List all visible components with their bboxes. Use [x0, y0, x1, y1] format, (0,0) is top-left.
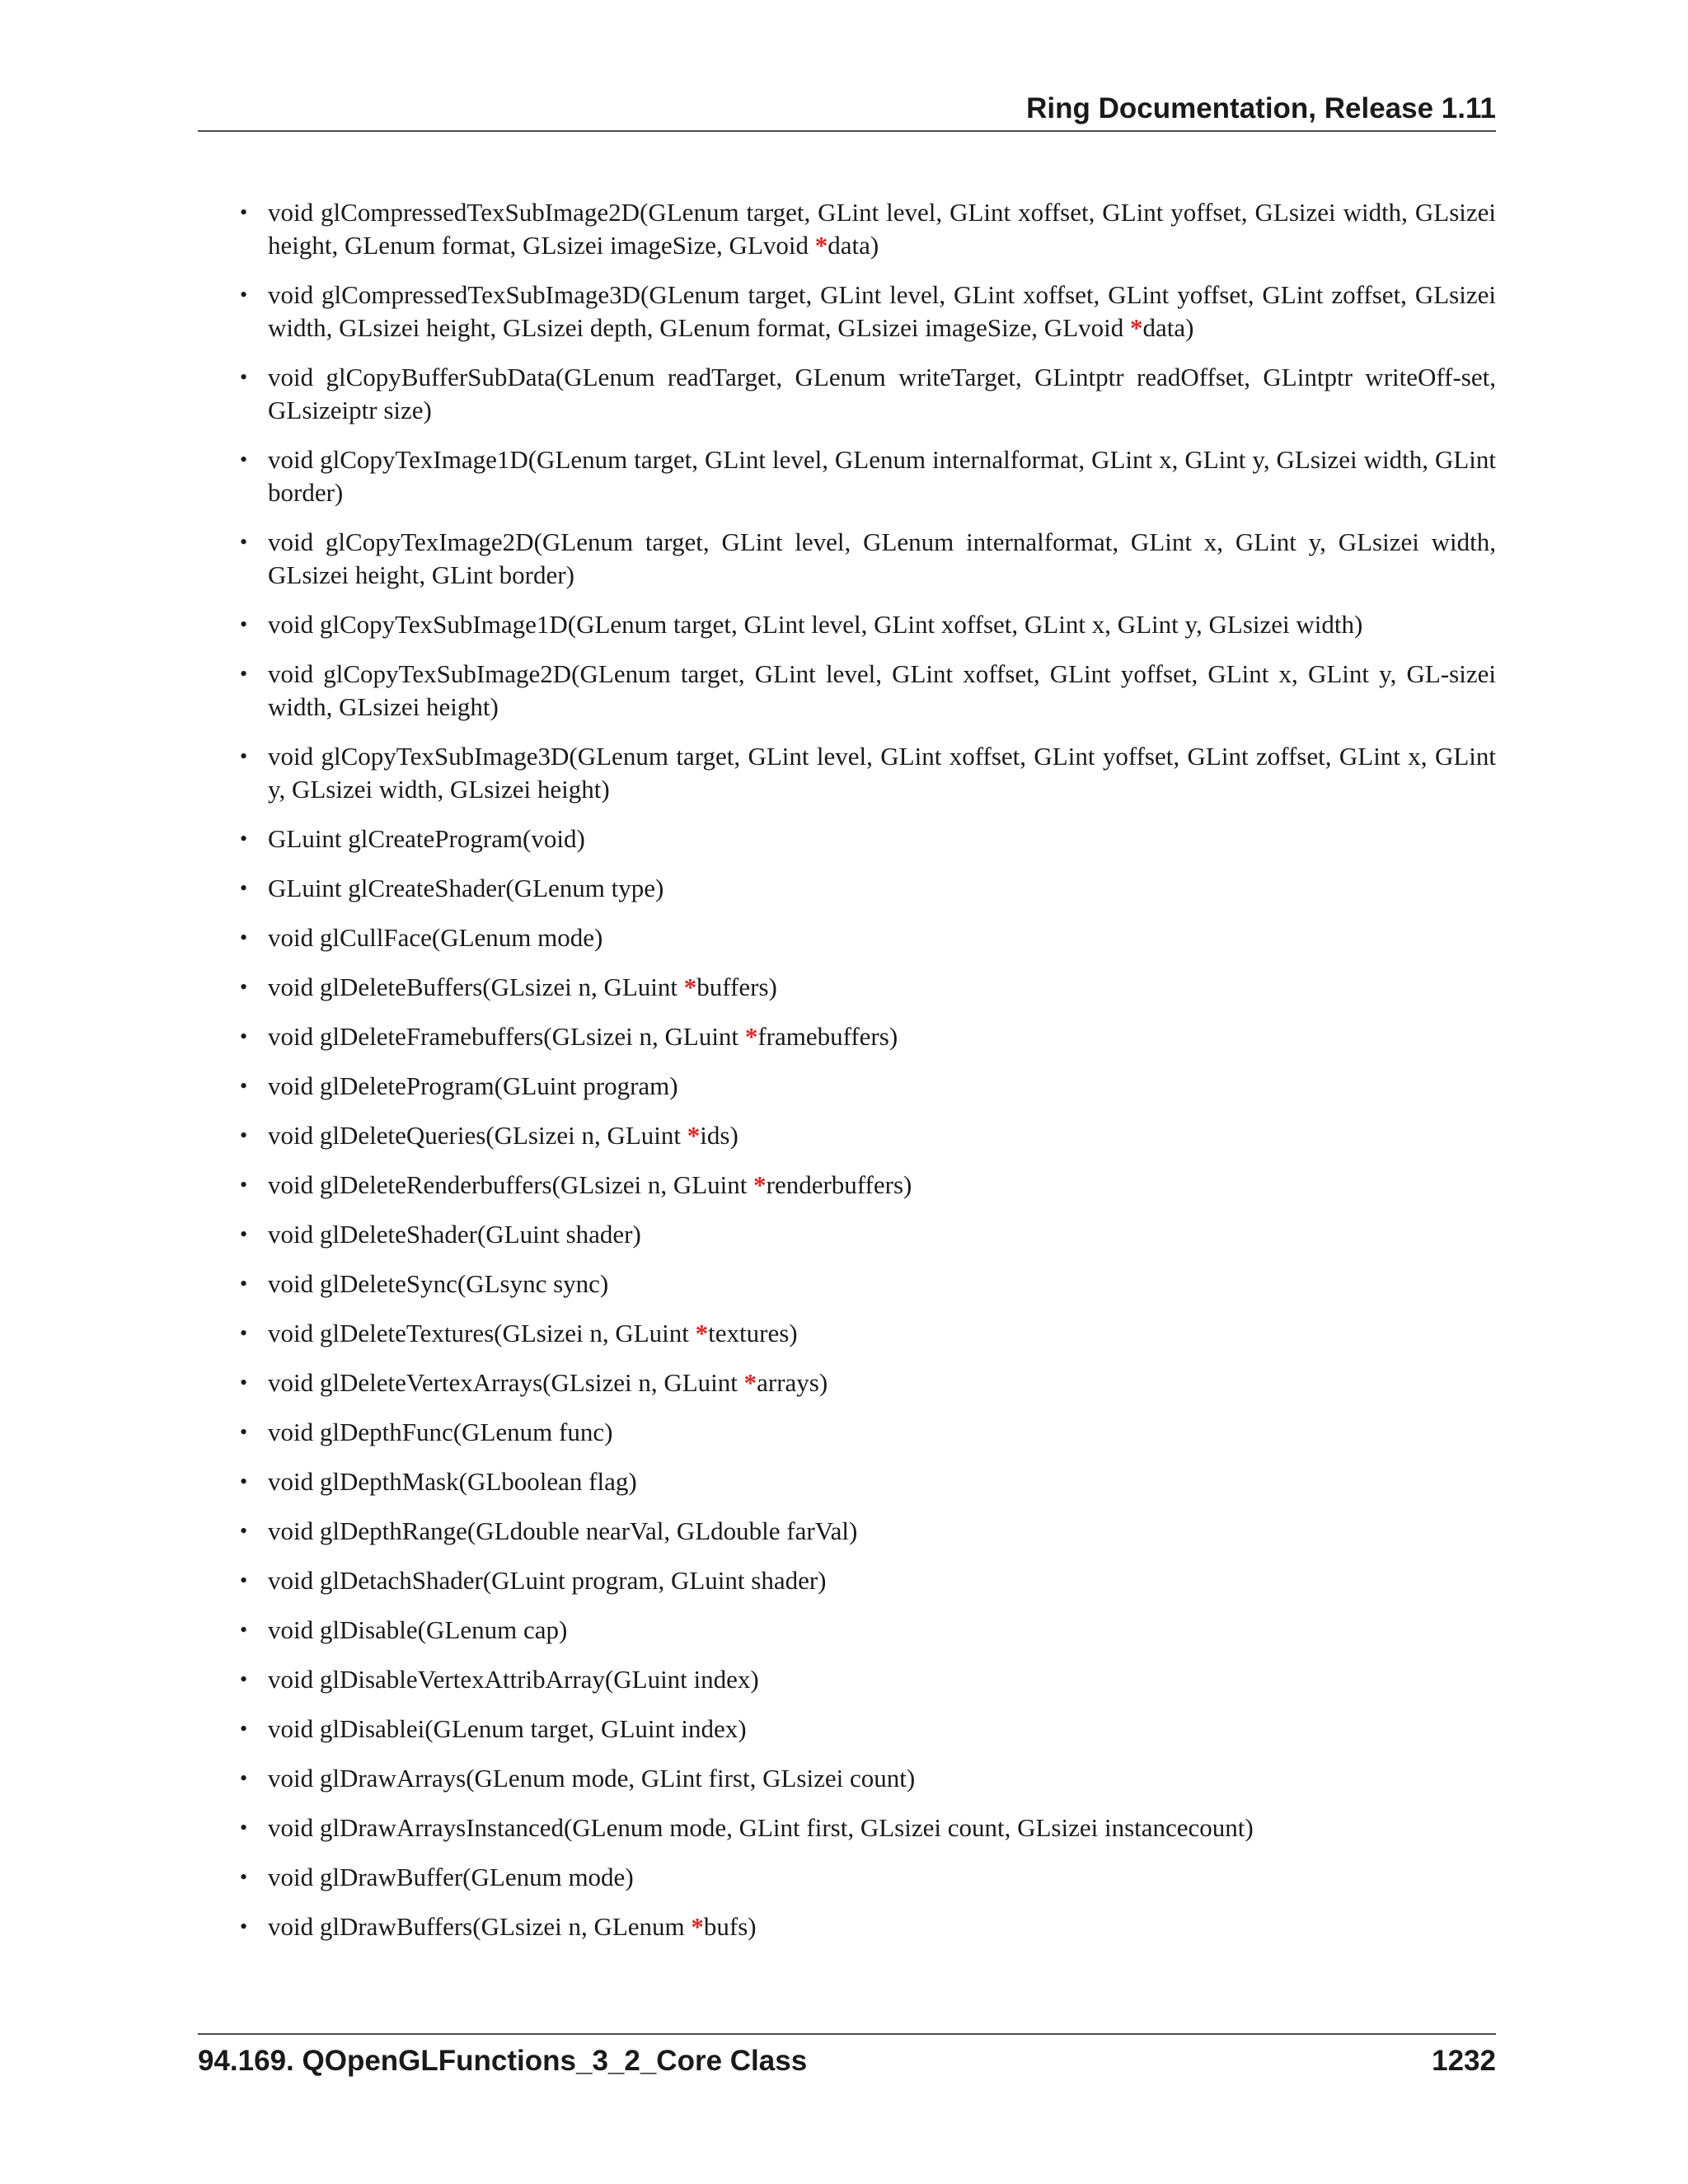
function-signature-item — [198, 1268, 1496, 1301]
bullet-icon: • — [240, 827, 248, 851]
bullet-icon: • — [240, 1469, 248, 1493]
signature-text-tail: buffers) — [696, 972, 777, 1001]
signature-text: void glDeleteBuffers(GLsizei n, GLuint — [268, 972, 684, 1001]
bullet-icon: • — [240, 1272, 248, 1296]
signature-text-tail: ids) — [700, 1121, 738, 1150]
bullet-icon: • — [240, 1321, 248, 1345]
signature-text: GLuint glCreateShader(GLenum type) — [268, 874, 664, 902]
pointer-star: * — [695, 1319, 709, 1347]
function-signature-item — [198, 1366, 1496, 1399]
bullet-icon: • — [240, 975, 248, 999]
function-signature-item — [198, 1564, 1496, 1597]
signature-text: void glDeleteSync(GLsync sync) — [268, 1269, 609, 1298]
function-signature-item — [198, 1169, 1496, 1202]
signature-text: void glCopyBufferSubData(GLenum readTarget, GLenum writeTarget, GLintptr readOffset, GLintptr writeOff-set, GLsizeiptr size) — [268, 363, 1496, 424]
function-list — [198, 196, 1496, 1943]
bullet-icon: • — [240, 1915, 248, 1938]
bullet-icon: • — [240, 530, 248, 554]
signature-text: void glDepthRange(GLdouble nearVal, GLdouble farVal) — [268, 1516, 858, 1545]
bullet-icon: • — [240, 283, 248, 307]
function-list-section — [198, 196, 1496, 1960]
signature-text: void glDisableVertexAttribArray(GLuint index) — [268, 1665, 759, 1694]
signature-text: void glCompressedTexSubImage3D(GLenum target, GLint level, GLint xoffset, GLint yoffset, GLint zoffset, GLsizei width, GLsizei height, GLsizei depth, GLenum format, GLsizei imageSize, GLvoid — [268, 280, 1496, 342]
signature-text: void glDetachShader(GLuint program, GLuint shader) — [268, 1566, 827, 1595]
bullet-icon: • — [240, 926, 248, 949]
signature-text: void glDeleteFramebuffers(GLsizei n, GLuint — [268, 1022, 745, 1051]
bullet-icon: • — [240, 662, 248, 686]
bullet-icon: • — [240, 1222, 248, 1246]
signature-text: void glCopyTexSubImage1D(GLenum target, GLint level, GLint xoffset, GLint x, GLint y, GLsizei width) — [268, 610, 1363, 639]
signature-text: void glDeleteRenderbuffers(GLsizei n, GLuint — [268, 1170, 754, 1199]
signature-text: void glCullFace(GLenum mode) — [268, 923, 603, 952]
function-signature-item — [198, 872, 1496, 905]
function-signature-item — [198, 443, 1496, 509]
pointer-star: * — [753, 1170, 767, 1199]
bullet-icon: • — [240, 1074, 248, 1098]
function-signature-item — [198, 1811, 1496, 1844]
signature-text: void glDepthMask(GLboolean flag) — [268, 1467, 637, 1496]
function-signature-item — [198, 1218, 1496, 1251]
bullet-icon: • — [240, 1816, 248, 1840]
pointer-star: * — [687, 1121, 701, 1150]
bullet-icon: • — [240, 1865, 248, 1889]
signature-text: void glDrawArrays(GLenum mode, GLint first, GLsizei count) — [268, 1764, 916, 1793]
bullet-icon: • — [240, 1173, 248, 1197]
signature-text: void glDepthFunc(GLenum func) — [268, 1418, 613, 1446]
function-signature-item — [198, 1713, 1496, 1746]
function-signature-item — [198, 608, 1496, 641]
pointer-star: * — [683, 972, 697, 1001]
pointer-star: * — [691, 1912, 704, 1941]
signature-text-tail: bufs) — [703, 1912, 757, 1941]
pointer-star: * — [743, 1368, 757, 1397]
signature-text-tail: textures) — [708, 1319, 798, 1347]
function-signature-item — [198, 1119, 1496, 1152]
bullet-icon: • — [240, 1766, 248, 1790]
function-signature-item — [198, 1515, 1496, 1548]
function-signature-item — [198, 971, 1496, 1004]
function-signature-item — [198, 823, 1496, 855]
signature-text-tail: arrays) — [757, 1368, 828, 1397]
bullet-icon: • — [240, 876, 248, 900]
signature-text: void glDrawBuffer(GLenum mode) — [268, 1863, 634, 1891]
function-signature-item — [198, 1663, 1496, 1696]
function-signature-item — [198, 361, 1496, 427]
bullet-icon: • — [240, 448, 248, 471]
signature-text: GLuint glCreateProgram(void) — [268, 824, 585, 853]
pointer-star: * — [744, 1022, 758, 1051]
signature-text: void glDrawArraysInstanced(GLenum mode, GLint first, GLsizei count, GLsizei instancecount) — [268, 1813, 1254, 1842]
signature-text-tail: data) — [828, 231, 879, 260]
section-title: 94.169. QOpenGLFunctions_3_2_Core Class — [198, 2045, 808, 2077]
page-footer — [198, 2033, 1496, 2084]
function-signature-item — [198, 1070, 1496, 1103]
function-signature-item — [198, 279, 1496, 344]
signature-text: void glCopyTexImage2D(GLenum target, GLint level, GLenum internalformat, GLint x, GLint y, GLsizei width, GLsizei height, GLint border) — [268, 527, 1496, 589]
function-signature-item — [198, 1762, 1496, 1795]
signature-text: void glDeleteProgram(GLuint program) — [268, 1071, 678, 1100]
bullet-icon: • — [240, 1420, 248, 1444]
signature-text: void glDisablei(GLenum target, GLuint index) — [268, 1714, 747, 1743]
bullet-icon: • — [240, 1667, 248, 1691]
function-signature-item — [198, 1465, 1496, 1498]
signature-text-tail: data) — [1142, 313, 1194, 342]
bullet-icon: • — [240, 1123, 248, 1147]
signature-text: void glDeleteVertexArrays(GLsizei n, GLuint — [268, 1368, 744, 1397]
bullet-icon: • — [240, 365, 248, 389]
signature-text: void glDrawBuffers(GLsizei n, GLenum — [268, 1912, 692, 1941]
function-signature-item — [198, 921, 1496, 954]
signature-text-tail: framebuffers) — [757, 1022, 898, 1051]
signature-text: void glDisable(GLenum cap) — [268, 1615, 568, 1644]
signature-text: void glCopyTexSubImage3D(GLenum target, GLint level, GLint xoffset, GLint yoffset, GLint zoffset, GLint x, GLint y, GLsizei width, GLsizei height) — [268, 742, 1496, 804]
document-title: Ring Documentation, Release 1.11 — [1026, 92, 1496, 124]
function-signature-item — [198, 1910, 1496, 1943]
bullet-icon: • — [240, 612, 248, 636]
function-signature-item — [198, 526, 1496, 592]
function-signature-item — [198, 1861, 1496, 1894]
signature-text: void glDeleteQueries(GLsizei n, GLuint — [268, 1121, 687, 1150]
bullet-icon: • — [240, 1618, 248, 1642]
function-signature-item — [198, 658, 1496, 724]
bullet-icon: • — [240, 1519, 248, 1543]
signature-text: void glDeleteTextures(GLsizei n, GLuint — [268, 1319, 696, 1347]
function-signature-item — [198, 196, 1496, 262]
bullet-icon: • — [240, 1024, 248, 1048]
pointer-star: * — [1130, 313, 1143, 342]
page-header — [198, 89, 1496, 132]
signature-text: void glCopyTexSubImage2D(GLenum target, GLint level, GLint xoffset, GLint yoffset, GLint x, GLint y, GL-sizei width, GLsizei height) — [268, 659, 1496, 721]
signature-text: void glDeleteShader(GLuint shader) — [268, 1220, 641, 1249]
function-signature-item — [198, 1614, 1496, 1647]
signature-text: void glCopyTexImage1D(GLenum target, GLint level, GLenum internalformat, GLint x, GLint y, GLsizei width, GLint border) — [268, 445, 1496, 507]
bullet-icon: • — [240, 1568, 248, 1592]
bullet-icon: • — [240, 1371, 248, 1394]
signature-text-tail: renderbuffers) — [766, 1170, 912, 1199]
function-signature-item — [198, 1317, 1496, 1350]
pointer-star: * — [814, 231, 828, 260]
bullet-icon: • — [240, 744, 248, 768]
function-signature-item — [198, 1020, 1496, 1053]
bullet-icon: • — [240, 200, 248, 224]
function-signature-item — [198, 1416, 1496, 1449]
bullet-icon: • — [240, 1717, 248, 1741]
signature-text: void glCompressedTexSubImage2D(GLenum target, GLint level, GLint xoffset, GLint yoffset, GLsizei width, GLsizei height, GLenum format, GLsizei imageSize, GLvoid — [268, 198, 1496, 260]
page-number: 1232 — [1432, 2045, 1496, 2077]
function-signature-item — [198, 740, 1496, 806]
